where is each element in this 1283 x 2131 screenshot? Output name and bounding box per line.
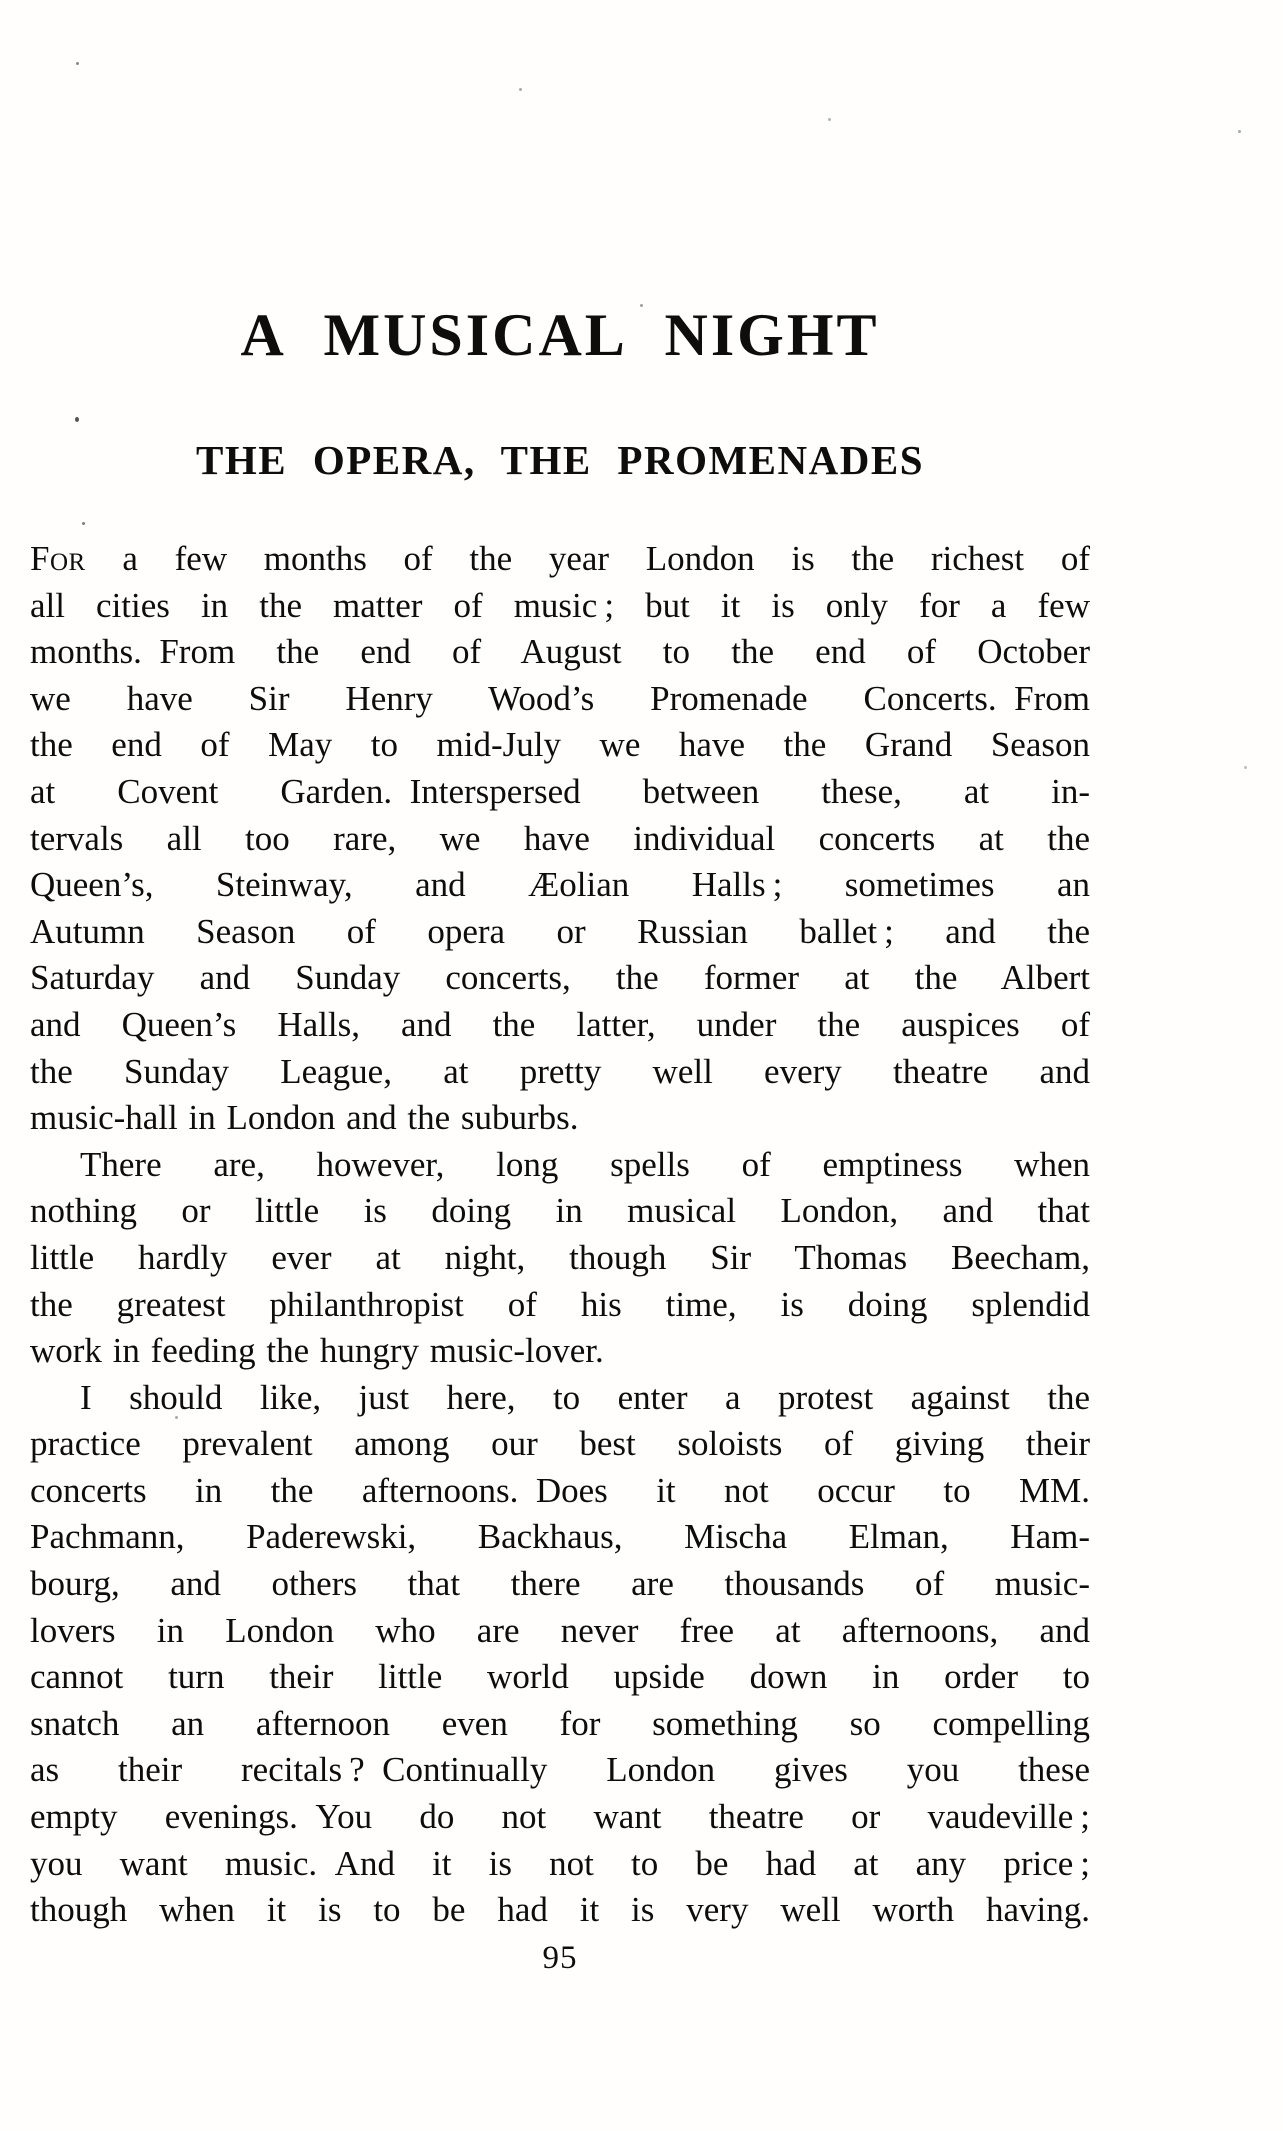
scan-speck [1244, 766, 1247, 769]
body-text [30, 536, 1090, 1934]
text-line: lovers in London who are never free at afternoons, and [30, 1610, 1090, 1650]
scan-speck [1238, 130, 1241, 133]
text-line: though when it is to be had it is very well worth having. [30, 1890, 1090, 1930]
text-line: empty evenings. You do not want theatre or vaudeville ; [30, 1797, 1090, 1837]
text-line: work in feeding the hungry music-lover. [30, 1331, 604, 1371]
text-line: as their recitals ? Continually London gives you these [30, 1750, 1090, 1790]
paragraph [30, 1142, 1090, 1375]
scan-speck [640, 304, 643, 307]
text-line: bourg, and others that there are thousands of music- [30, 1564, 1090, 1604]
scan-speck [76, 62, 79, 65]
chapter-subtitle: THE OPERA, THE PROMENADES [196, 437, 924, 483]
text-line: nothing or little is doing in musical London, and that [30, 1191, 1090, 1231]
text-line: snatch an afternoon even for something so compelling [30, 1703, 1090, 1743]
text-line: months. From the end of August to the end of October [30, 632, 1090, 672]
text-line: Pachmann, Paderewski, Backhaus, Mischa Elman, Ham- [30, 1517, 1090, 1557]
text-line: practice prevalent among our best soloists of giving their [30, 1424, 1090, 1464]
text-line: I should like, just here, to enter a protest against the [80, 1377, 1090, 1417]
text-line: and Queen’s Halls, and the latter, under the auspices of [30, 1004, 1090, 1044]
text-line: little hardly ever at night, though Sir Thomas Beecham, [30, 1237, 1090, 1277]
paragraph [30, 1375, 1090, 1934]
chapter-title: A MUSICAL NIGHT [240, 302, 880, 368]
text-line-rest: a few months of the year London is the richest of [85, 539, 1090, 578]
text-line: the greatest philanthropist of his time, is doing splendid [30, 1284, 1090, 1324]
page-number: 95 [542, 1939, 578, 1976]
paragraph [30, 536, 1090, 1142]
text-line: all cities in the matter of music ; but it is only for a few [30, 585, 1090, 625]
scan-speck [82, 522, 85, 525]
text-line: Saturday and Sunday concerts, the former at the Albert [30, 958, 1090, 998]
text-line: concerts in the afternoons. Does it not occur to MM. [30, 1470, 1090, 1510]
text-line: Queen’s, Steinway, and Æolian Halls ; sometimes an [30, 865, 1090, 905]
scan-speck [519, 88, 522, 91]
text-line: cannot turn their little world upside down in order to [30, 1657, 1090, 1697]
scan-speck [75, 417, 79, 422]
text-line: There are, however, long spells of emptiness when [80, 1144, 1090, 1184]
text-line: Autumn Season of opera or Russian ballet ; and the [30, 911, 1090, 951]
text-line [30, 536, 1090, 583]
scan-speck [828, 118, 831, 121]
text-line: we have Sir Henry Wood’s Promenade Concerts. From [30, 678, 1090, 718]
text-line: the Sunday League, at pretty well every theatre and [30, 1051, 1090, 1091]
scan-speck [175, 1416, 178, 1419]
text-line: tervals all too rare, we have individual concerts at the [30, 818, 1090, 858]
smallcaps-lead: For [30, 539, 86, 578]
text-line: you want music. And it is not to be had at any price ; [30, 1843, 1090, 1883]
text-block [30, 0, 1090, 1976]
text-line: the end of May to mid-July we have the Grand Season [30, 725, 1090, 765]
text-line: at Covent Garden. Interspersed between these, at in- [30, 771, 1090, 811]
text-line: music-hall in London and the suburbs. [30, 1098, 579, 1138]
